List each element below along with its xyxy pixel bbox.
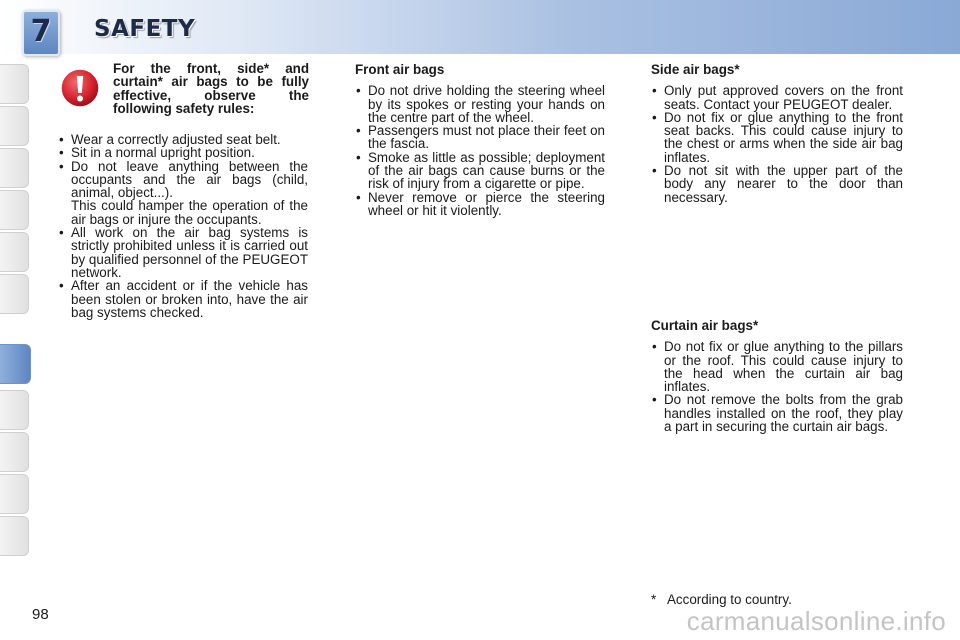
watermark: carmanualsonline.info: [686, 606, 946, 636]
chapter-tab[interactable]: [0, 64, 29, 104]
list-item: • Sit in a normal upright position.: [59, 145, 255, 161]
chapter-number-badge: [22, 10, 60, 56]
list-item: • All work on the air bag systems is strictly prohibited unless it is carried out by qualified personnel of the PEUGEOT network.: [59, 225, 308, 280]
side-air-bags-section: [651, 63, 903, 204]
list-item-continuation: This could hamper the operation of the air bags or injure the occupants.: [71, 198, 308, 227]
chapter-tab[interactable]: [0, 232, 29, 272]
list-item: • Smoke as little as possible; deployment of the air bags can cause burns or the risk of injury from a cigarette or pipe.: [356, 149, 605, 192]
front-air-bags-section: [355, 63, 605, 217]
list-item: • Do not fix or glue anything to the front seat backs. This could cause injury to the chest or arms when the side air bag inflates.: [652, 109, 903, 165]
exclamation-warning-icon: [60, 68, 100, 108]
list-item: • Wear a correctly adjusted seat belt.: [59, 132, 281, 147]
chapter-tab-strip: [0, 60, 32, 580]
chapter-tab[interactable]: [0, 190, 29, 230]
chapter-tab[interactable]: [0, 516, 29, 556]
general-rules-list: [58, 133, 308, 319]
footnote-text: According to country.: [667, 592, 792, 607]
curtain-air-bags-section: [651, 319, 903, 433]
footnote: [651, 592, 792, 607]
curtain-air-bags-list: [651, 340, 903, 433]
list-item: • Do not sit with the upper part of the body any nearer to the door than necessary.: [652, 163, 903, 205]
section-heading: Side air bags*: [651, 62, 740, 77]
chapter-number: 7: [30, 14, 52, 49]
intro-text: For the front, side* and curtain* air bags to be fully effective, observe the following safety rules:: [113, 61, 309, 116]
section-heading: Curtain air bags*: [651, 318, 759, 333]
section-heading: Front air bags: [355, 62, 445, 77]
list-item: • Do not remove the bolts from the grab handles installed on the roof, they play a part in securing the curtain air bags.: [652, 392, 903, 435]
chapter-tab[interactable]: [0, 106, 29, 146]
list-item: • After an accident or if the vehicle has been stolen or broken into, have the air bag systems checked.: [59, 278, 308, 320]
footnote-marker: *: [651, 592, 657, 607]
general-rules-column: [58, 133, 308, 319]
list-item: • Do not fix or glue anything to the pillars or the roof. This could cause injury to the head when the curtain air bag inflates.: [652, 339, 903, 395]
chapter-tab[interactable]: [0, 148, 29, 188]
page-number: 98: [32, 606, 49, 623]
list-item: • Never remove or pierce the steering wheel or hit it violently.: [356, 189, 605, 218]
list-item: • Only put approved covers on the front seats. Contact your PEUGEOT dealer.: [652, 83, 903, 112]
chapter-tab-active[interactable]: [0, 344, 31, 384]
side-air-bags-list: [651, 84, 903, 204]
list-item: • Do not drive holding the steering wheel by its spokes or resting your hands on the centre part of the wheel.: [356, 83, 605, 125]
chapter-title: SAFETY: [94, 16, 196, 42]
chapter-tab[interactable]: [0, 474, 29, 514]
chapter-tab[interactable]: [0, 274, 29, 314]
chapter-tab[interactable]: [0, 390, 29, 430]
list-item: • Do not leave anything between the occupants and the air bags (child, animal, object...).: [59, 158, 308, 201]
list-item: • Passengers must not place their feet on the fascia.: [356, 123, 605, 152]
chapter-tab[interactable]: [0, 432, 29, 472]
front-air-bags-list: [355, 84, 605, 217]
